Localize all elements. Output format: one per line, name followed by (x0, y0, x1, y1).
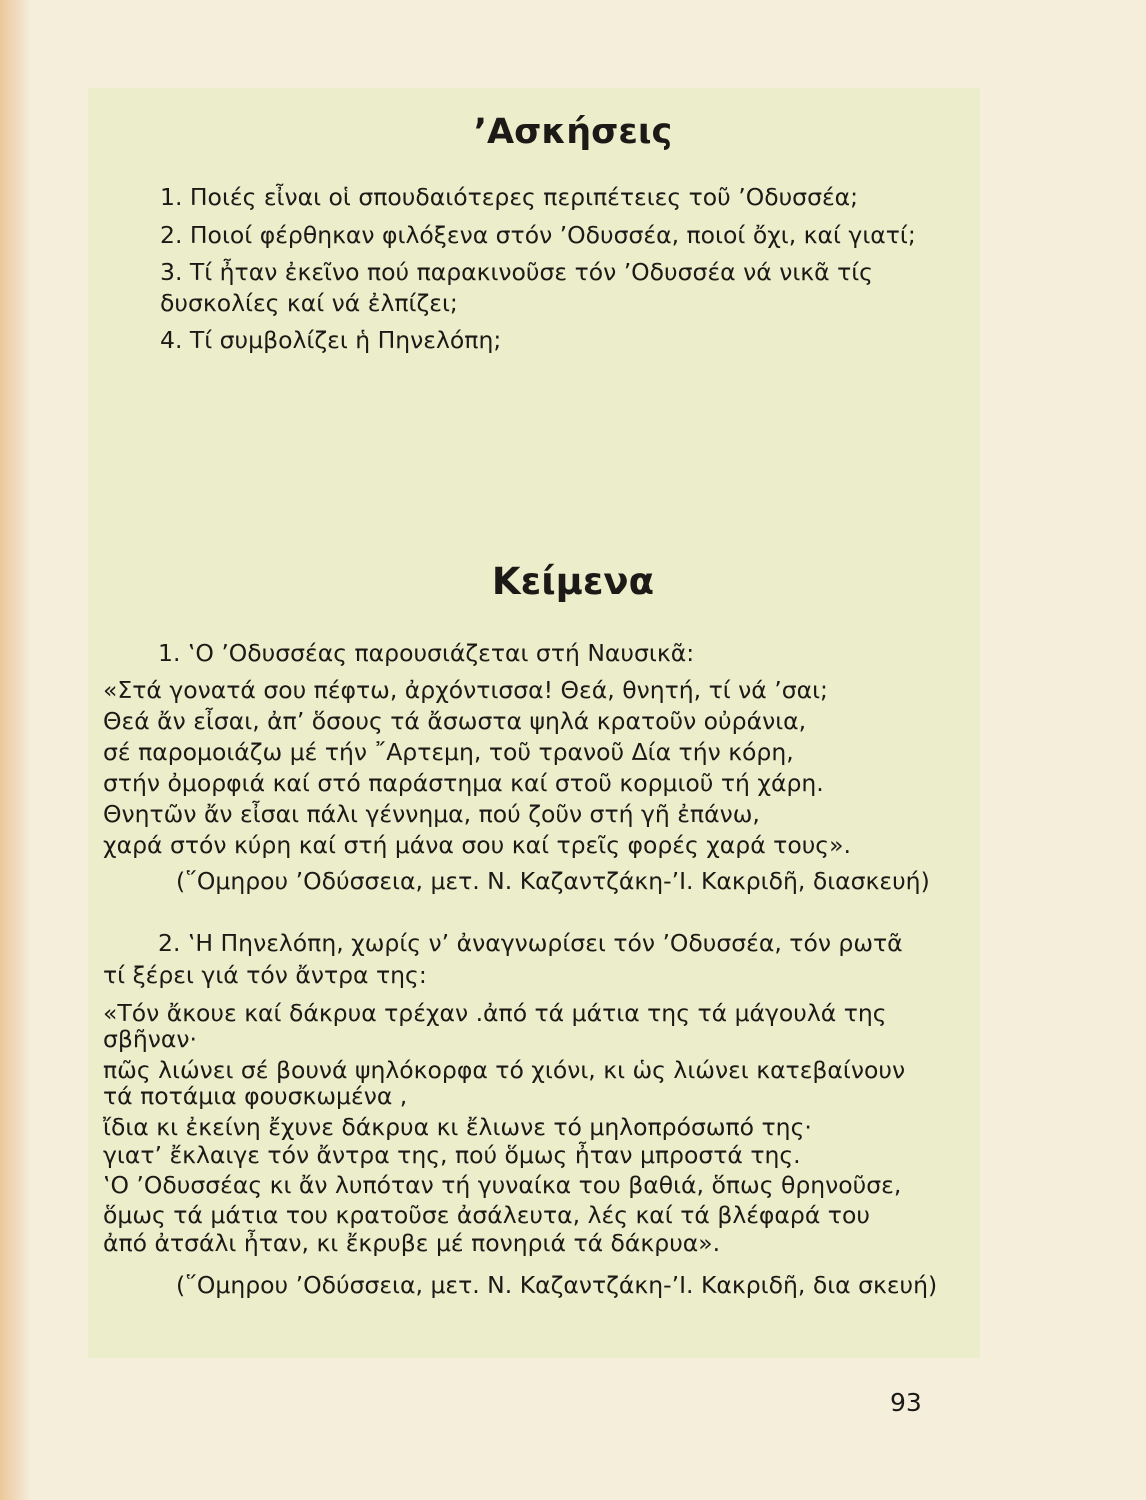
passage-heading: 1. ‛Ο ’Οδυσσέας παρουσιάζεται στή Ναυσικᾶ: (158, 639, 695, 667)
poem-line: ‛Ο ’Οδυσσέας κι ἄν λυπόταν τή γυναίκα του βαθιά, ὅπως θρηνοῦσε, (103, 1171, 902, 1199)
passage-heading: 2. ‛Η Πηνελόπη, χωρίς ν’ ἀναγνωρίσει τόν ’Οδυσσέα, τόν ρωτᾶ (158, 929, 903, 957)
texts-title: Κείμενα (491, 560, 655, 603)
poem-line: ἴδια κι ἐκείνη ἔχυνε δάκρυα κι ἔλιωνε τό μηλοπρόσωπό της· (103, 1113, 812, 1141)
poem-line: σβῆναν· (103, 1025, 197, 1053)
exercise-item-continuation: δυσκολίες καί νά ἐλπίζει; (160, 289, 458, 317)
poem-line: ἀπό ἀτσάλι ἦταν, κι ἔκρυβε μέ πονηριά τά δάκρυα». (103, 1229, 721, 1257)
exercise-item: 2. Ποιοί φέρθηκαν φιλόξενα στόν ’Οδυσσέα, ποιοί ὄχι, καί γιατί; (160, 221, 916, 249)
poem-line: χαρά στόν κύρη καί στή μάνα σου καί τρεῖς φορές χαρά τους». (103, 831, 851, 859)
passage-source: (῞Ομηρου ’Οδύσσεια, μετ. Ν. Καζαντζάκη-’Ι. Κακριδῆ, δια σκευή) (176, 1271, 938, 1299)
passage-heading-continuation: τί ξέρει γιά τόν ἄντρα της: (103, 961, 427, 989)
poem-line: Θνητῶν ἄν εἶσαι πάλι γέννημα, πού ζοῦν στή γῆ ἐπάνω, (103, 800, 760, 828)
poem-line: σέ παρομοιάζω μέ τήν ῎Αρτεμη, τοῦ τρανοῦ Δία τήν κόρη, (103, 738, 794, 766)
poem-line: πῶς λιώνει σέ βουνά ψηλόκορφα τό χιόνι, κι ὡς λιώνει κατεβαίνουν (103, 1056, 906, 1084)
page-spine-edge (0, 0, 30, 1500)
poem-line: Θεά ἄν εἶσαι, ἀπ’ ὅσους τά ἄσωστα ψηλά κρατοῦν οὐράνια, (103, 707, 807, 735)
exercise-item: 1. Ποιές εἶναι οἱ σπουδαιότερες περιπέτειες τοῦ ’Οδυσσέα; (160, 183, 859, 211)
poem-line: στήν ὀμορφιά καί στό παράστημα καί στοῦ κορμιοῦ τή χάρη. (103, 769, 824, 797)
poem-line: γιατ’ ἔκλαιγε τόν ἄντρα της, πού ὅμως ἦταν μπροστά της. (103, 1141, 801, 1169)
exercise-item: 4. Τί συμβολίζει ἡ Πηνελόπη; (160, 326, 502, 354)
poem-line: «Στά γονατά σου πέφτω, ἀρχόντισσα! Θεά, θνητή, τί νά ’σαι; (103, 676, 828, 704)
poem-line: ὅμως τά μάτια του κρατοῦσε ἀσάλευτα, λές καί τά βλέφαρά του (103, 1201, 870, 1229)
poem-line: τά ποτάμια φουσκωμένα , (103, 1082, 408, 1110)
page-number: 93 (890, 1388, 922, 1417)
exercises-title: ’Ασκήσεις (473, 112, 673, 152)
passage-source: (῞Ομηρου ’Οδύσσεια, μετ. Ν. Καζαντζάκη-’Ι. Κακριδῆ, διασκευή) (176, 867, 930, 895)
exercise-item: 3. Τί ἦταν ἐκεῖνο πού παρακινοῦσε τόν ’Οδυσσέα νά νικᾶ τίς (160, 258, 873, 286)
poem-line: «Τόν ἄκουε καί δάκρυα τρέχαν .ἀπό τά μάτια της τά μάγουλά της (103, 999, 887, 1027)
